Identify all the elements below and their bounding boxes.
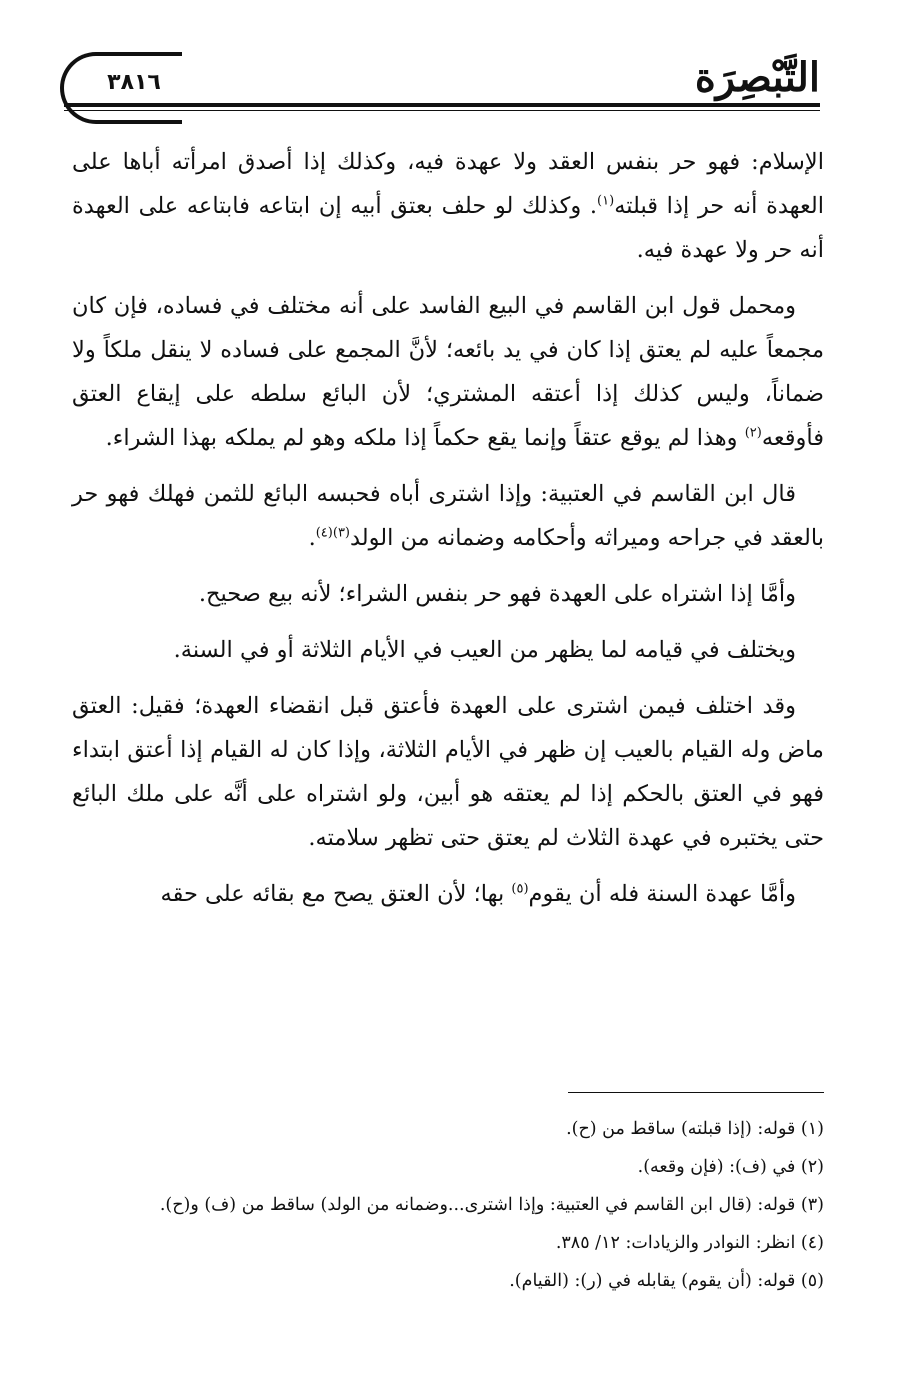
footnote: (٤) انظر: النوادر والزيادات: ١٢/ ٣٨٥. [555, 1233, 824, 1253]
footnote-marker[interactable]: (١) [597, 193, 615, 209]
paragraph: ويختلف في قيامه لما يظهر من العيب في الأيام الثلاثة أو في السنة. [173, 637, 796, 663]
footnote: (٣) قوله: (قال ابن القاسم في العتبية: وإذا اشترى...وضمانه من الولد) ساقط من (ف) و(ح). [159, 1195, 824, 1215]
footnote-marker[interactable]: (٥) [511, 881, 529, 897]
header-rule [64, 103, 820, 107]
paragraph: قال ابن القاسم في العتبية: وإذا اشترى أباه فحبسه البائع للثمن فهلك فهو حر بالعقد في جراحه وميراثه وأحكامه وضمانه من الولد$^{(٣)(٤)}$. [72, 481, 824, 551]
paragraph: وقد اختلف فيمن اشترى على العهدة فأعتق قبل انقضاء العهدة؛ فقيل: العتق ماض وله القيام بالعيب إن ظهر في الأيام الثلاثة، وإذا كان له القيام إذا أعتق ابتداء فهو في العتق بالحكم إذا لم يعتقه هو أبين، ولو اشتراه على أنَّه على ملك البائع حتى يختبره في عهدة الثلاث لم يعتق حتى تظهر سلامته. [72, 693, 824, 851]
footnote: (٢) في (ف): (فإن وقعه). [637, 1157, 824, 1177]
book-title: التَّبْصِرَة [694, 54, 820, 101]
page-header [60, 40, 860, 130]
footnote-separator [568, 1092, 824, 1093]
paragraph: ومحمل قول ابن القاسم في البيع الفاسد على أنه مختلف في فساده، فإن كان مجمعاً عليه لم يعتق إذا كان في يد بائعه؛ لأنَّ المجمع على فساده لا ينقل ملكاً ولا ضماناً، وليس كذلك إذا أعتقه المشتري؛ لأن البائع سلطه على إيقاع العتق فأوقعه$^{(٢)}$ وهذا لم يوقع عتقاً وإنما يقع حكماً إذا ملكه وهو لم يملكه بهذا الشراء. [72, 293, 824, 451]
paragraph: وأمَّا عهدة السنة فله أن يقوم$^{(٥)}$ بها؛ لأن العتق يصح مع بقائه على حقه [160, 881, 796, 907]
footnote-marker[interactable]: (٣)(٤) [315, 525, 350, 541]
paragraph: وأمَّا إذا اشتراه على العهدة فهو حر بنفس الشراء؛ لأنه بيع صحيح. [198, 581, 796, 607]
page-number: ٣٨١٦ [107, 70, 161, 95]
footnote-marker[interactable]: (٢) [744, 425, 762, 441]
footnotes [72, 1110, 824, 1300]
footnote: (١) قوله: (إذا قبلته) ساقط من (ح). [566, 1119, 824, 1139]
paragraph: الإسلام: فهو حر بنفس العقد ولا عهدة فيه، وكذلك إذا أصدق امرأته أباها على العهدة أنه حر إذا قبلته$^{(١)}$. وكذلك لو حلف بعتق أبيه إن ابتاعه فابتاعه على العهدة أنه حر ولا عهدة فيه. [72, 149, 824, 263]
footnote: (٥) قوله: (أن يقوم) يقابله في (ر): (القيام). [509, 1271, 824, 1291]
header-rule-thin [64, 110, 820, 111]
main-text [72, 140, 824, 928]
